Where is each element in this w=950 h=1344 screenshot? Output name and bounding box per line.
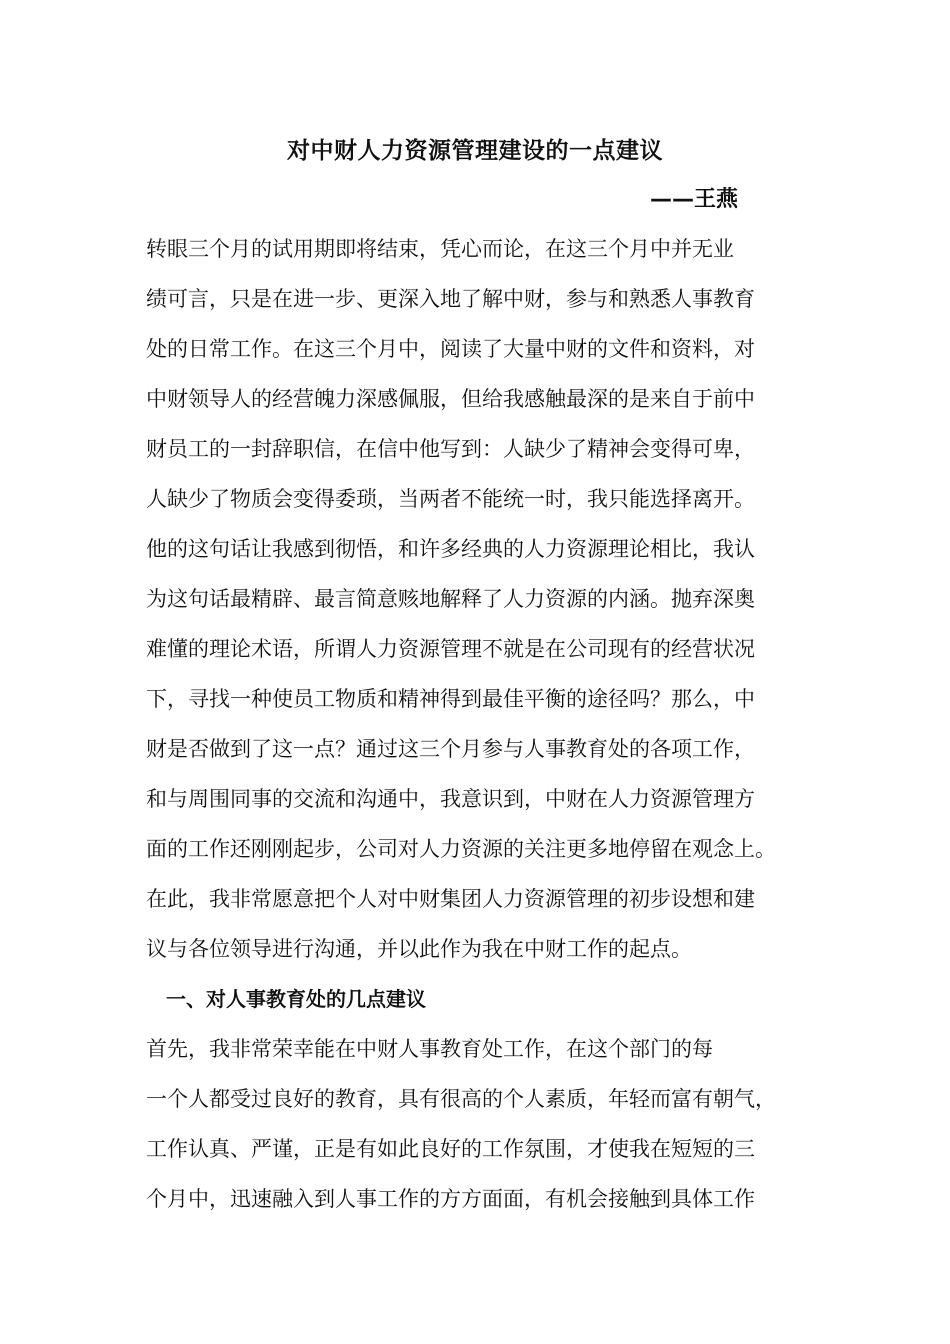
text-line: 财是否做到了这一点？通过这三个月参与人事教育处的各项工作， bbox=[146, 737, 755, 761]
text-line: 下，寻找一种使员工物质和精神得到最佳平衡的途径吗？那么，中 bbox=[146, 687, 755, 711]
text-line: 处的日常工作。在这三个月中，阅读了大量中财的文件和资料，对 bbox=[146, 337, 755, 361]
text-line: 为这句话最精辟、最言简意赅地解释了人力资源的内涵。抛弃深奥 bbox=[146, 587, 755, 611]
text-line: 议与各位领导进行沟通，并以此作为我在中财工作的起点。 bbox=[146, 937, 692, 961]
text-line: 和与周围同事的交流和沟通中，我意识到，中财在人力资源管理方 bbox=[146, 787, 755, 811]
text-line: 转眼三个月的试用期即将结束，凭心而论，在这三个月中并无业 bbox=[146, 237, 734, 261]
text-line: 中财领导人的经营魄力深感佩服，但给我感触最深的是来自于前中 bbox=[146, 387, 755, 411]
text-line: 他的这句话让我感到彻悟，和许多经典的人力资源理论相比，我认 bbox=[146, 537, 755, 561]
text-line: 难懂的理论术语，所谓人力资源管理不就是在公司现有的经营状况 bbox=[146, 637, 755, 661]
text-line: 财员工的一封辞职信，在信中他写到：人缺少了精神会变得可卑， bbox=[146, 437, 755, 461]
author-name: ——王燕 bbox=[650, 187, 739, 212]
text-line: 在此，我非常愿意把个人对中财集团人力资源管理的初步设想和建 bbox=[146, 887, 755, 911]
text-line: 工作认真、严谨，正是有如此良好的工作氛围，才使我在短短的三 bbox=[146, 1137, 755, 1161]
text-line: 个月中，迅速融入到人事工作的方方面面，有机会接触到具体工作 bbox=[146, 1187, 755, 1211]
text-line: 一个人都受过良好的教育，具有很高的个人素质，年轻而富有朝气， bbox=[146, 1087, 776, 1111]
text-line: 面的工作还刚刚起步，公司对人力资源的关注更多地停留在观念上。 bbox=[146, 837, 776, 861]
text-line: 人缺少了物质会变得委琐，当两者不能统一时，我只能选择离开。 bbox=[146, 487, 755, 511]
document-title: 对中财人力资源管理建设的一点建议 bbox=[287, 138, 663, 164]
text-line: 绩可言，只是在进一步、更深入地了解中财，参与和熟悉人事教育 bbox=[146, 287, 755, 311]
text-line: 首先，我非常荣幸能在中财人事教育处工作，在这个部门的每 bbox=[146, 1037, 713, 1061]
section-heading: 一、对人事教育处的几点建议 bbox=[166, 987, 426, 1011]
